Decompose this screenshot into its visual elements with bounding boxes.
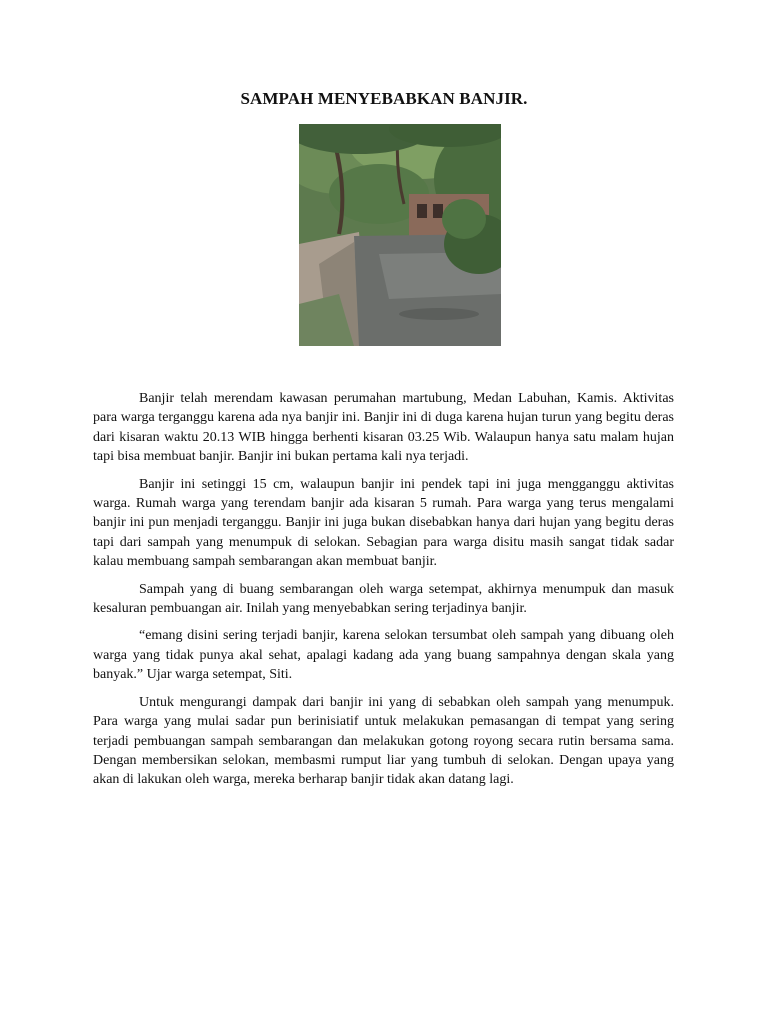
paragraph: Banjir telah merendam kawasan perumahan martubung, Medan Labuhan, Kamis. Aktivitas para warga terganggu karena ada nya banjir ini. Banjir ini di duga karena hujan turun yang begitu deras dari kisaran waktu 20.13 WIB hingga berhenti kisaran 03.25 Wib. Walaupun hanya satu malam hujan tapi bisa membuat banjir. Banjir ini bukan pertama kali nya terjadi. [93,391,674,465]
article-title: SAMPAH MENYEBABKAN BANJIR. [240,89,528,108]
flood-photo [299,124,501,346]
paragraph: Untuk mengurangi dampak dari banjir ini yang di sebabkan oleh sampah yang menumpuk. Para warga yang mulai sadar pun berinisiatif untuk melakukan pemasangan di tempat yang sering terjadi pembuangan sampah sembarangan dan melakukan gotong royong secara rutin bersama sama. Dengan membersikan selokan, membasmi rumput liar yang tumbuh di selokan. Dengan upaya yang akan di lakukan oleh warga, mereka berharap banjir tidak akan datang lagi. [93,694,674,788]
paragraph: “emang disini sering terjadi banjir, karena selokan tersumbat oleh sampah yang dibuang oleh warga yang tidak punya akal sehat, apalagi kadang ada yang buang sampahnya dengan skala yang banyak.” Ujar warga setempat, Siti. [93,628,674,683]
flood-photo-graphic [299,124,501,346]
paragraph: Sampah yang di buang sembarangan oleh warga setempat, akhirnya menumpuk dan masuk kesaluran pembuangan air. Inilah yang menyebabkan sering terjadinya banjir. [93,581,674,617]
article-body [93,389,674,798]
paragraph: Banjir ini setinggi 15 cm, walaupun banjir ini pendek tapi ini juga mengganggu aktivitas warga. Rumah warga yang terendam banjir ada kisaran 5 rumah. Para warga yang terus mengalami banjir ini pun menjadi terganggu. Banjir ini juga bukan disebabkan hanya dari hujan yang begitu deras tapi dari sampah yang menumpuk di selokan. Sebagian para warga disitu masih sangat tidak sadar kalau membuang sampah sembarangan akan membuat banjir. [93,476,674,570]
